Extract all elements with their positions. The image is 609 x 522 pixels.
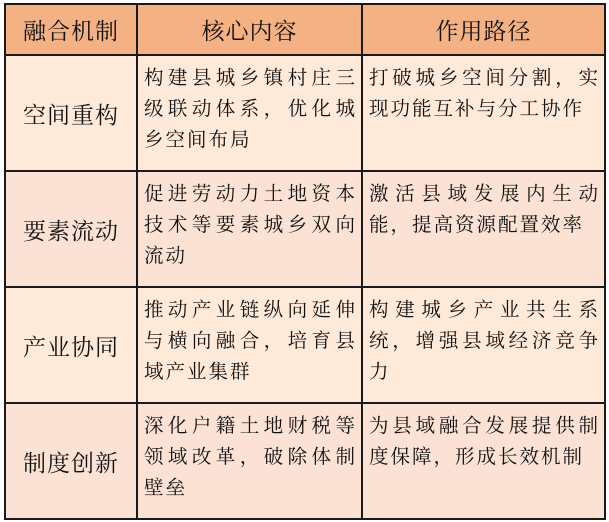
mechanism-cell: 要素流动 xyxy=(5,171,137,287)
table-row xyxy=(5,403,605,519)
mechanism-cell: 空间重构 xyxy=(5,55,137,171)
path-cell: 为县域融合发展提供制度保障，形成长效机制 xyxy=(362,403,605,519)
mechanism-cell: 产业协同 xyxy=(5,287,137,403)
header-core-content: 核心内容 xyxy=(137,4,362,55)
content-cell: 促进劳动力土地资本技术等要素城乡双向流动 xyxy=(137,171,362,287)
mechanism-cell: 制度创新 xyxy=(5,403,137,519)
header-action-path: 作用路径 xyxy=(362,4,605,55)
table-body xyxy=(5,55,605,519)
content-cell: 构建县城乡镇村庄三级联动体系，优化城乡空间布局 xyxy=(137,55,362,171)
integration-mechanism-table xyxy=(4,3,606,520)
path-cell: 打破城乡空间分割，实现功能互补与分工协作 xyxy=(362,55,605,171)
table-row xyxy=(5,55,605,171)
table-row xyxy=(5,287,605,403)
path-cell: 构建城乡产业共生系统，增强县域经济竞争力 xyxy=(362,287,605,403)
integration-mechanism-table-container xyxy=(4,3,604,519)
table-header xyxy=(5,4,605,55)
content-cell: 深化户籍土地财税等领域改革，破除体制壁垒 xyxy=(137,403,362,519)
header-row xyxy=(5,4,605,55)
content-cell: 推动产业链纵向延伸与横向融合，培育县域产业集群 xyxy=(137,287,362,403)
path-cell: 激活县域发展内生动能，提高资源配置效率 xyxy=(362,171,605,287)
table-row xyxy=(5,171,605,287)
header-mechanism: 融合机制 xyxy=(5,4,137,55)
